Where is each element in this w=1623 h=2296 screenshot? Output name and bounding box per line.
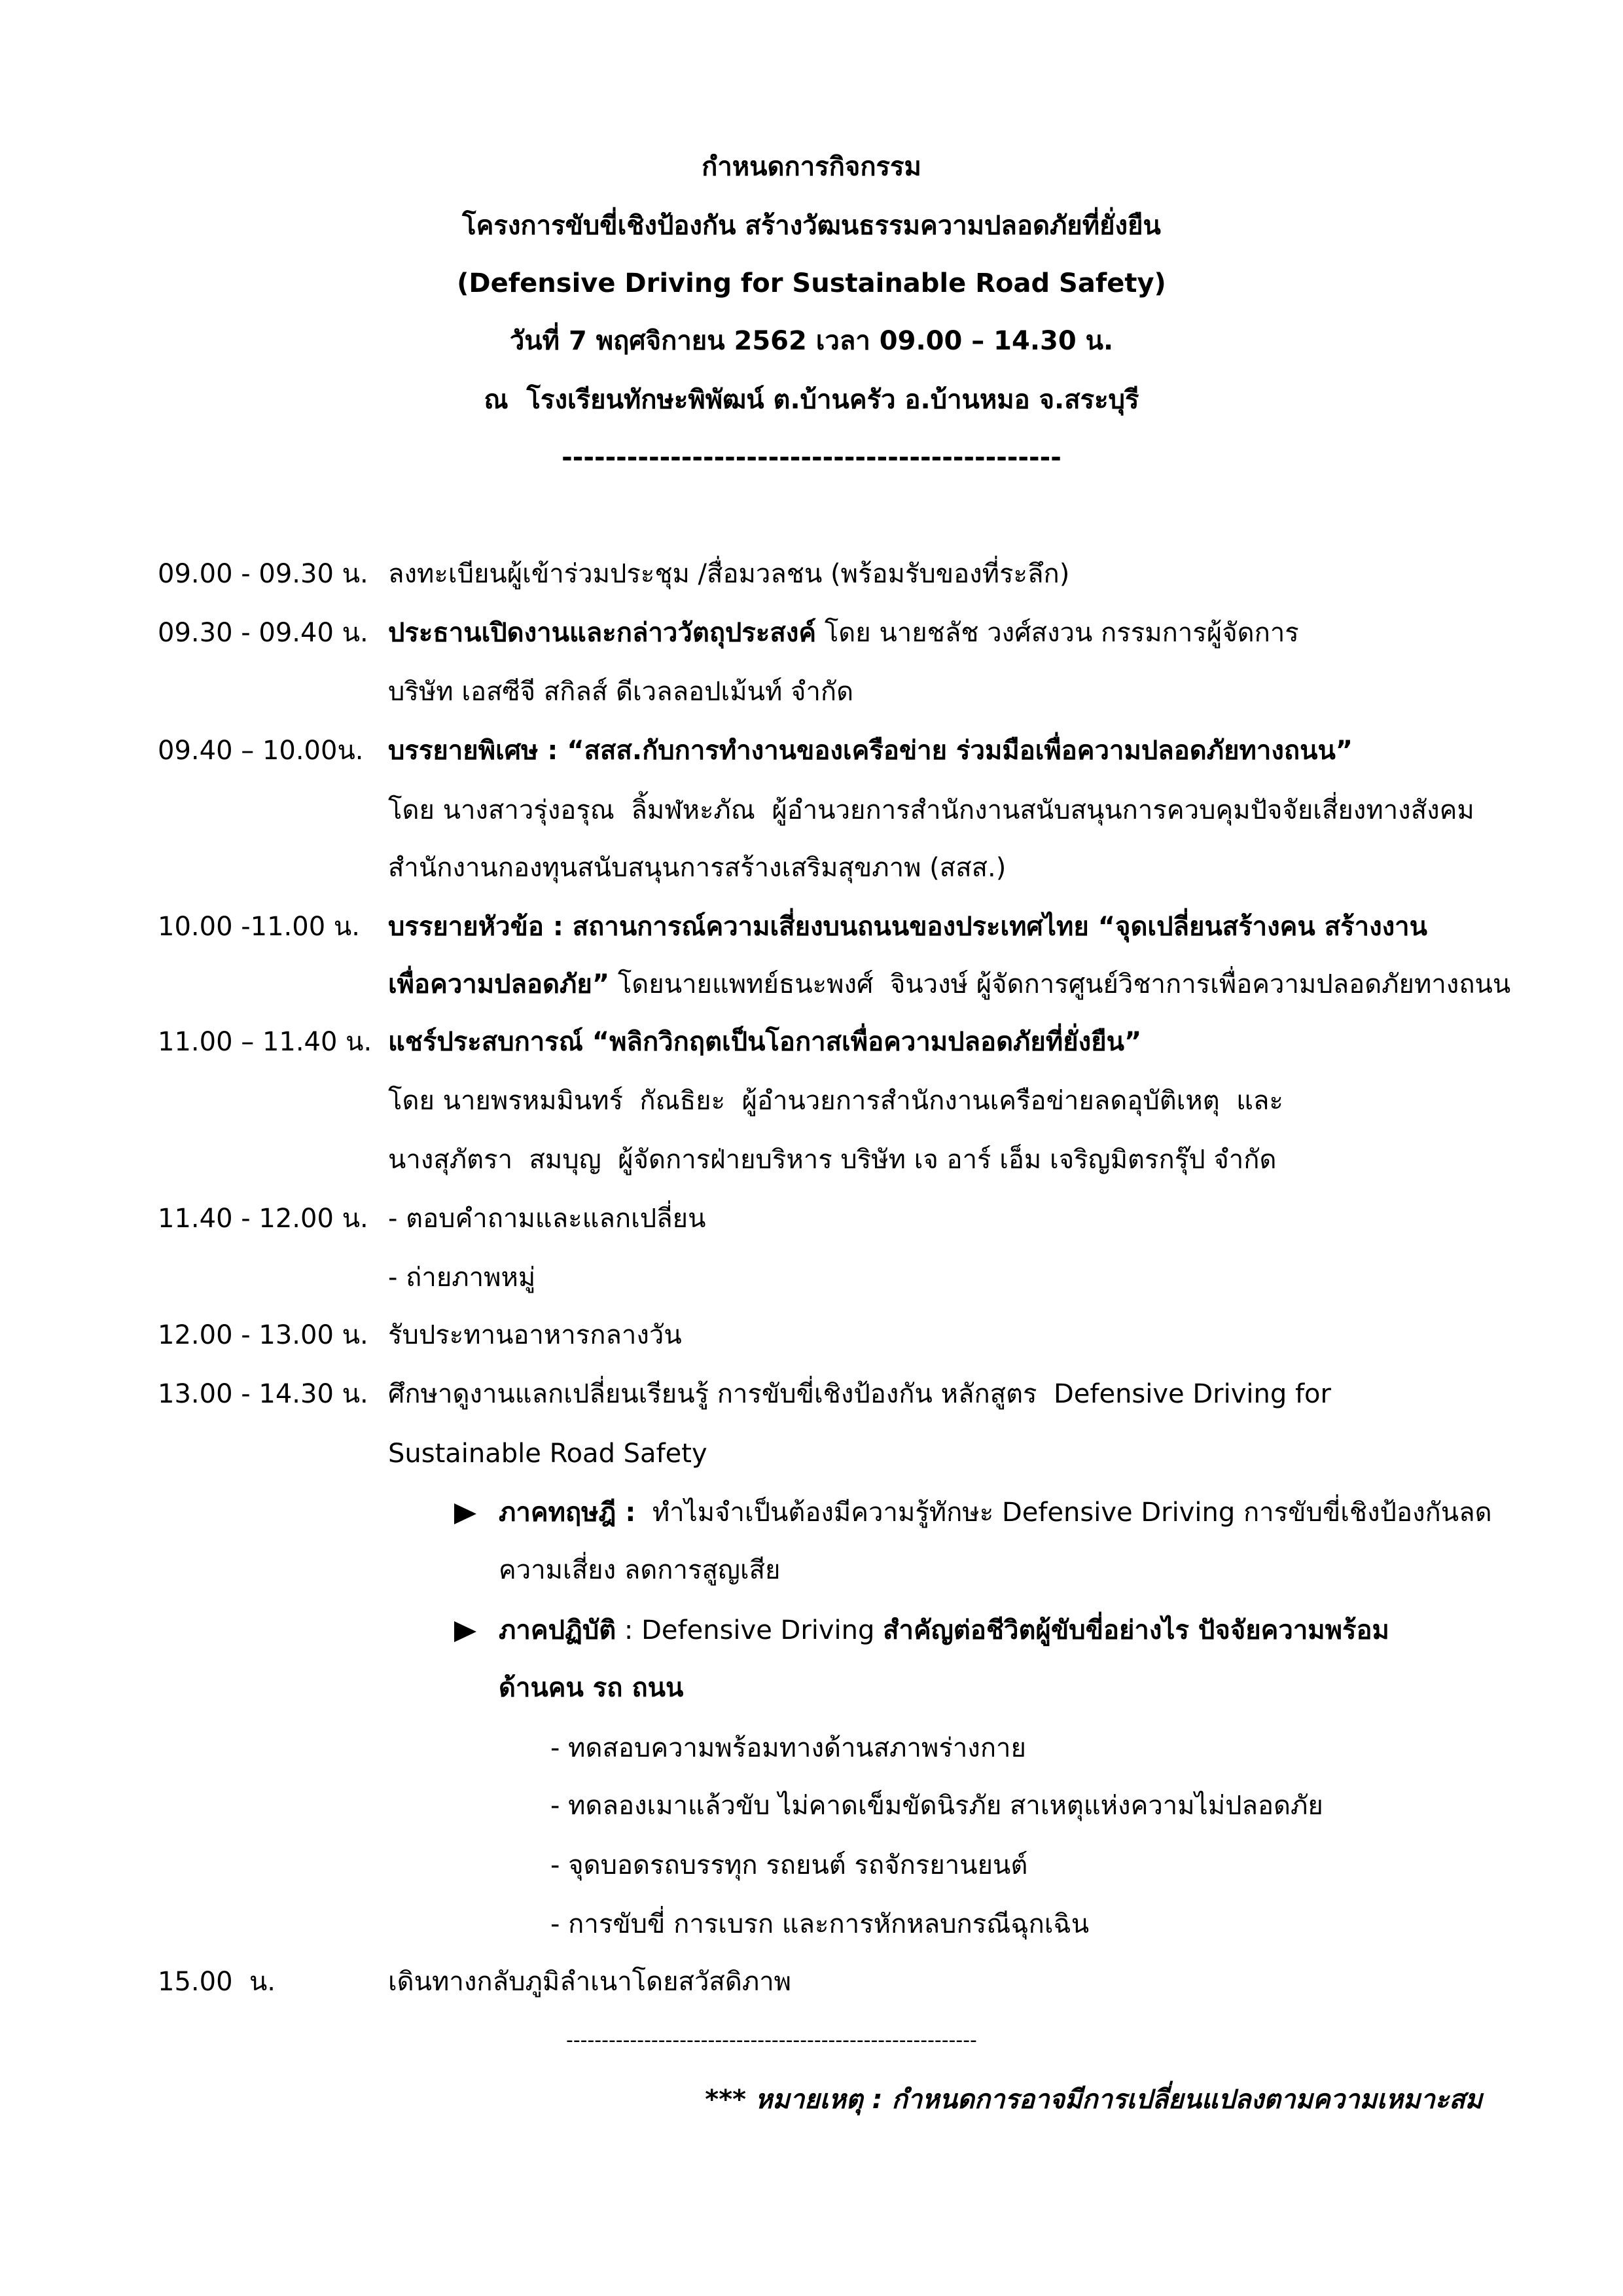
- project-english-name: (Defensive Driving for Sustainable Road Safety): [457, 268, 1166, 298]
- time-slot: 09.00 - 09.30 น.: [158, 559, 368, 589]
- footer-divider: ----------------------------------------------------------: [566, 2029, 977, 2052]
- activity: รับประทานอาหารกลางวัน: [388, 1320, 682, 1350]
- activity: - ถ่ายภาพหมู่: [388, 1263, 536, 1293]
- event-venue: ณ โรงเรียนทักษะพิพัฒน์ ต.บ้านครัว อ.บ้านหมอ จ.สระบุรี: [484, 385, 1139, 415]
- sub-item: - ทดสอบความพร้อมทางด้านสภาพร่างกาย: [550, 1733, 1026, 1763]
- sub-item: - การขับขี่ การเบรก และการหักหลบกรณีฉุกเฉิน: [550, 1909, 1090, 1939]
- activity: - ตอบคำถามและแลกเปลี่ยน: [388, 1204, 706, 1234]
- activity-title: ประธานเปิดงานและกล่าววัตถุประสงค์: [388, 618, 817, 648]
- activity: เดินทางกลับภูมิลำเนาโดยสวัสดิภาพ: [388, 1967, 792, 1997]
- bullet-title: ภาคทฤษฎี :: [499, 1498, 636, 1528]
- bullet-detail: : Defensive Driving: [616, 1615, 883, 1645]
- sub-item: - จุดบอดรถบรรทุก รถยนต์ รถจักรยานยนต์: [550, 1850, 1028, 1880]
- arrow-bullet-icon: [454, 1611, 476, 1650]
- project-name: โครงการขับขี่เชิงป้องกัน สร้างวัฒนธรรมความปลอดภัยที่ยั่งยืน: [462, 211, 1161, 241]
- time-slot: 11.40 - 12.00 น.: [158, 1204, 368, 1234]
- activity-detail: โดย นายพรหมมินทร์ กัณธิยะ ผู้อำนวยการสำนักงานเครือข่ายลดอุบัติเหตุ และ: [388, 1086, 1283, 1116]
- activity: Sustainable Road Safety: [388, 1439, 707, 1469]
- activity-detail: โดย นางสาวรุ่งอรุณ ลิ้มฬหะภัณ ผู้อำนวยการสำนักงานสนับสนุนการควบคุมปัจจัยเสี่ยงทางสังคม: [388, 795, 1474, 825]
- activity-detail: นางสุภัตรา สมบุญ ผู้จัดการฝ่ายบริหาร บริษัท เจ อาร์ เอ็ม เจริญมิตรกรุ๊ป จำกัด: [388, 1145, 1277, 1175]
- header-divider: ----------------------------------------------: [562, 442, 1061, 473]
- arrow-bullet-icon: [454, 1493, 476, 1532]
- bullet-detail: ทำไมจำเป็นต้องมีความรู้ทักษะ Defensive Driving การขับขี่เชิงป้องกันลด: [635, 1498, 1492, 1528]
- activity-title-cont: เพื่อความปลอดภัย”: [388, 969, 610, 999]
- activity-title: แชร์ประสบการณ์ “พลิกวิกฤตเป็นโอกาสเพื่อความปลอดภัยที่ยั่งยืน”: [388, 1027, 1142, 1057]
- activity: [388, 613, 1299, 653]
- time-slot: 09.40 – 10.00น.: [158, 736, 364, 766]
- footer-note: *** หมายเหตุ : กำหนดการอาจมีการเปลี่ยนแปลงตามความเหมาะสม: [705, 2085, 1482, 2115]
- activity-title: บรรยายหัวข้อ : สถานการณ์ความเสี่ยงบนถนนของประเทศไทย “จุดเปลี่ยนสร้างคน สร้างงาน: [388, 912, 1427, 942]
- bullet-detail: ความเสี่ยง ลดการสูญเสีย: [499, 1555, 781, 1585]
- bullet-detail-bold: สำคัญต่อชีวิตผู้ขับขี่อย่างไร ปัจจัยความพร้อม: [883, 1615, 1389, 1645]
- bullet-text: [499, 1611, 1389, 1650]
- document-title: กำหนดการกิจกรรม: [702, 152, 921, 182]
- activity-detail: [388, 965, 1510, 1004]
- time-slot: 09.30 - 09.40 น.: [158, 618, 368, 648]
- activity-title: บรรยายพิเศษ : “สสส.กับการทำงานของเครือข่าย ร่วมมือเพื่อความปลอดภัยทางถนน”: [388, 736, 1353, 766]
- activity: ลงทะเบียนผู้เข้าร่วมประชุม /สื่อมวลชน (พร้อมรับของที่ระลึก): [388, 559, 1070, 589]
- sub-item: - ทดลองเมาแล้วขับ ไม่คาดเข็มขัดนิรภัย สาเหตุแห่งความไม่ปลอดภัย: [550, 1791, 1323, 1821]
- time-slot: 12.00 - 13.00 น.: [158, 1320, 368, 1350]
- activity-detail: โดย นายชลัช วงศ์สงวน กรรมการผู้จัดการ: [816, 618, 1299, 648]
- time-slot: 13.00 - 14.30 น.: [158, 1379, 368, 1409]
- bullet-detail-bold: ด้านคน รถ ถนน: [499, 1673, 684, 1703]
- bullet-title: ภาคปฏิบัติ: [499, 1615, 616, 1645]
- time-slot: 11.00 – 11.40 น.: [158, 1027, 372, 1057]
- activity-detail: สำนักงานกองทุนสนับสนุนการสร้างเสริมสุขภาพ (สสส.): [388, 853, 1007, 883]
- activity-speaker: โดยนายแพทย์ธนะพงศ์ จินวงษ์ ผู้จัดการศูนย์วิชาการเพื่อความปลอดภัยทางถนน: [609, 969, 1511, 999]
- activity-detail: บริษัท เอสซีจี สกิลส์ ดีเวลลอปเม้นท์ จำกัด: [388, 677, 854, 707]
- activity: ศึกษาดูงานแลกเปลี่ยนเรียนรู้ การขับขี่เชิงป้องกัน หลักสูตร Defensive Driving for: [388, 1379, 1331, 1409]
- time-slot: 10.00 -11.00 น.: [158, 912, 360, 942]
- time-slot: 15.00 น.: [158, 1967, 276, 1997]
- bullet-text: [499, 1493, 1492, 1532]
- event-date: วันที่ 7 พฤศจิกายน 2562 เวลา 09.00 – 14.30 น.: [509, 326, 1114, 356]
